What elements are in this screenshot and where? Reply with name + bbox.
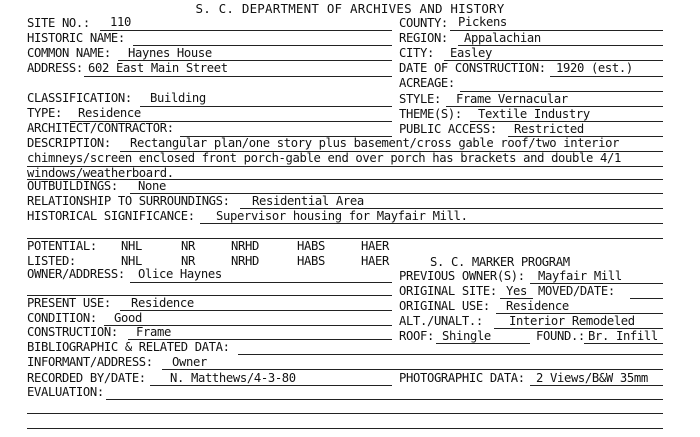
type-value: Residence [78, 106, 141, 120]
public-access-label: PUBLIC ACCESS: [399, 122, 497, 136]
marker-program-heading: S. C. MARKER PROGRAM [430, 255, 570, 269]
informant-value: Owner [172, 355, 207, 369]
evaluation-label: EVALUATION: [27, 385, 104, 399]
public-access-value: Restricted [514, 122, 584, 136]
condition-label: CONDITION: [27, 311, 97, 325]
date-construction-line [550, 76, 663, 77]
original-site-value: Yes [506, 284, 527, 298]
architect-label: ARCHITECT/CONTRACTOR: [27, 121, 174, 135]
listed-haer: HAER [361, 254, 389, 268]
roof-line [436, 343, 530, 344]
informant-line [162, 369, 663, 370]
photographic-value: 2 Views/B&W 35mm [536, 371, 648, 385]
description-line-1: Rectangular plan/one story plus basement/cross gable roof/two interior [130, 136, 620, 150]
previous-owner-label: PREVIOUS OWNER(S): [399, 269, 525, 283]
potential-nhl: NHL [121, 239, 142, 253]
classification-line [140, 106, 392, 107]
outbuildings-label: OUTBUILDINGS: [27, 179, 118, 193]
type-label: TYPE: [27, 106, 62, 120]
moved-date-line [630, 298, 663, 299]
foundation-label: FOUND.: [536, 329, 585, 343]
description-line-2: chimneys/screen enclosed front porch-gable end over porch has brackets and double 4/1 [27, 151, 621, 165]
county-label: COUNTY: [399, 16, 448, 30]
listed-habs: HABS [297, 254, 325, 268]
recorded-by-value: N. Matthews/4-3-80 [170, 371, 296, 385]
relationship-value: Residential Area [252, 194, 364, 208]
moved-date-label: MOVED/DATE: [538, 284, 615, 298]
evaluation-rule-2 [27, 413, 663, 414]
roof-label: ROOF: [399, 329, 434, 343]
address-line [84, 76, 392, 77]
listed-label: LISTED: [27, 254, 76, 268]
county-value: Pickens [458, 15, 507, 29]
classification-label: CLASSIFICATION: [27, 91, 132, 105]
owner-value: Olice Haynes [138, 267, 222, 281]
form-header: S. C. DEPARTMENT OF ARCHIVES AND HISTORY [195, 1, 505, 16]
alterations-value: Interior Remodeled [509, 314, 635, 328]
informant-label: INFORMANT/ADDRESS: [27, 355, 153, 369]
region-label: REGION: [399, 31, 448, 45]
potential-nrhd: NRHD [231, 239, 259, 253]
site-no-line [100, 30, 392, 31]
recorded-by-label: RECORDED BY/DATE: [27, 371, 146, 385]
listed-nr: NR [181, 254, 195, 268]
relationship-label: RELATIONSHIP TO SURROUNDINGS: [27, 194, 230, 208]
potential-habs: HABS [297, 239, 325, 253]
foundation-value: Br. Infill [588, 329, 658, 343]
bibliography-label: BIBLIOGRAPHIC & RELATED DATA: [27, 340, 230, 354]
address-label: ADDRESS: [27, 61, 83, 75]
listed-nhl: NHL [121, 254, 142, 268]
roof-value: Shingle [442, 329, 491, 343]
foundation-line [584, 343, 663, 344]
owner-line [130, 282, 392, 283]
date-construction-value: 1920 (est.) [556, 61, 633, 75]
style-value: Frame Vernacular [456, 92, 568, 106]
potential-haer: HAER [361, 239, 389, 253]
date-construction-label: DATE OF CONSTRUCTION: [399, 61, 546, 75]
potential-label: POTENTIAL: [27, 239, 97, 253]
condition-value: Good [114, 311, 142, 325]
construction-label: CONSTRUCTION: [27, 325, 118, 339]
listed-nrhd: NRHD [231, 254, 259, 268]
city-value: Easley [450, 46, 492, 60]
significance-label: HISTORICAL SIGNIFICANCE: [27, 209, 195, 223]
alterations-label: ALT./UNALT.: [399, 314, 483, 328]
city-label: CITY: [399, 46, 434, 60]
present-use-value: Residence [131, 296, 194, 310]
address-value: 602 East Main Street [88, 61, 228, 75]
site-no-value: 110 [110, 15, 131, 29]
description-line-3: windows/weatherboard. [27, 166, 174, 180]
original-site-label: ORIGINAL SITE: [399, 284, 497, 298]
themes-label: THEME(S): [399, 107, 462, 121]
evaluation-line [106, 399, 663, 400]
present-use-line [120, 310, 392, 311]
description-rule-3 [27, 179, 663, 180]
significance-line [200, 223, 663, 224]
themes-value: Textile Industry [478, 107, 590, 121]
owner-label: OWNER/ADDRESS: [27, 267, 125, 281]
acreage-label: ACREAGE: [399, 76, 455, 90]
region-value: Appalachian [464, 31, 541, 45]
photographic-line [530, 385, 663, 386]
description-label: DESCRIPTION: [27, 136, 111, 150]
recorded-by-line [150, 385, 392, 386]
potential-nr: NR [181, 239, 195, 253]
classification-value: Building [150, 91, 206, 105]
photographic-label: PHOTOGRAPHIC DATA: [399, 371, 525, 385]
outbuildings-value: None [138, 179, 166, 193]
style-label: STYLE: [399, 92, 441, 106]
original-use-value: Residence [506, 299, 569, 313]
construction-value: Frame [136, 325, 171, 339]
common-name-value: Haynes House [128, 46, 212, 60]
site-no-label: SITE NO.: [27, 16, 90, 30]
previous-owner-value: Mayfair Mill [538, 269, 622, 283]
bibliography-line [238, 354, 663, 355]
original-use-label: ORIGINAL USE: [399, 299, 490, 313]
common-name-label: COMMON NAME: [27, 46, 111, 60]
historic-name-label: HISTORIC NAME: [27, 31, 125, 45]
present-use-label: PRESENT USE: [27, 296, 111, 310]
evaluation-rule-3 [27, 428, 663, 429]
significance-value: Supervisor housing for Mayfair Mill. [216, 209, 468, 223]
